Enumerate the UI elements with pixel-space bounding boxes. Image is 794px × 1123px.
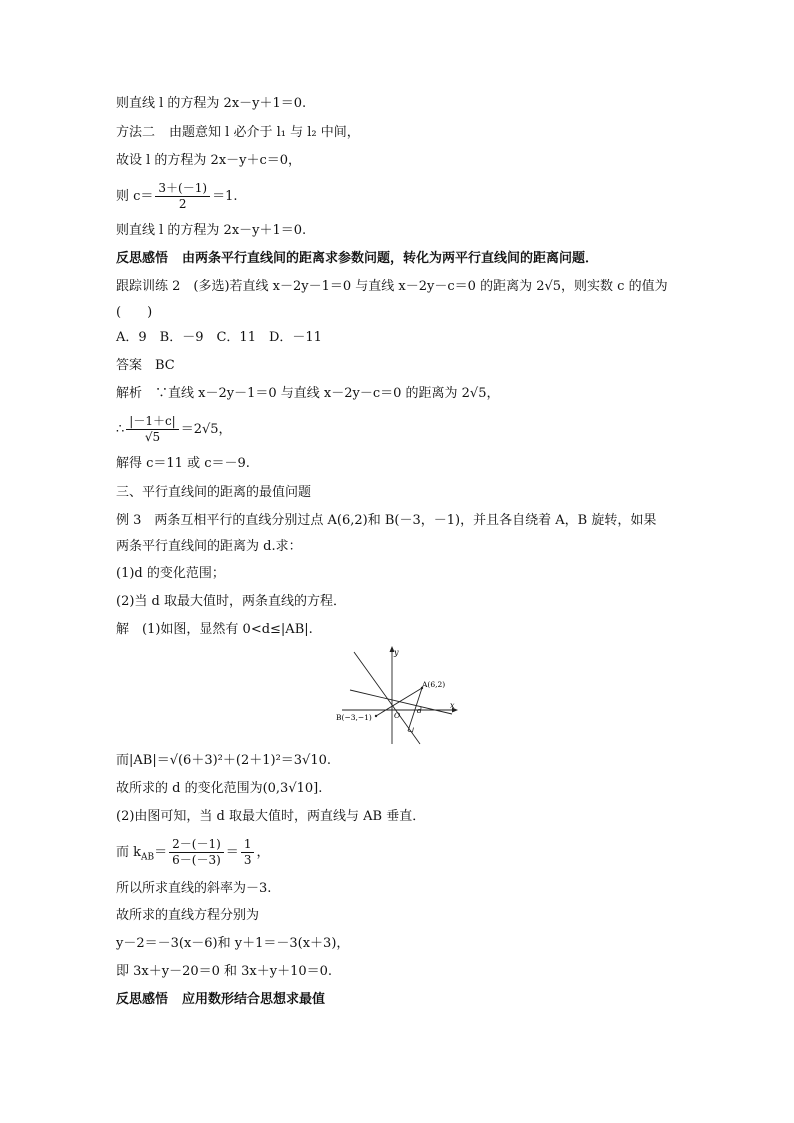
line-1: 则直线 l 的方程为 2x－y＋1＝0.: [116, 96, 307, 111]
fraction-denominator: 3: [243, 853, 252, 867]
point-b: [375, 715, 377, 717]
exercise-2-question: 跟踪训练 2 (多选)若直线 x－2y－1＝0 与直线 x－2y－c＝0 的距离为 2√5，则实数 c 的值为: [116, 279, 668, 294]
fraction-numerator: |－1＋c|: [126, 414, 178, 430]
equations-general: 即 3x＋y－20＝0 和 3x＋y＋10＝0.: [116, 964, 333, 979]
fraction-result: [241, 837, 255, 868]
fraction-slope: [169, 837, 224, 868]
slope-eq-2: ＝: [225, 845, 239, 860]
d-range: 故所求的 d 的变化范围为(0,3√10].: [116, 781, 323, 796]
reflection-label: 反思感悟: [116, 251, 169, 266]
label-a: A(6,2): [422, 680, 446, 689]
line-5: 则直线 l 的方程为 2x－y＋1＝0.: [116, 223, 307, 238]
fraction-denominator: 2: [178, 197, 187, 211]
equations-point-slope: y－2＝－3(x－6)和 y＋1＝－3(x＋3)，: [116, 936, 350, 951]
slope-post: ，: [256, 845, 270, 860]
equations-intro: 故所求的直线方程分别为: [116, 908, 260, 923]
fraction-numerator: 3＋(－1): [155, 181, 210, 197]
frac-post: ＝2√5，: [180, 422, 232, 437]
reflection-1: [116, 250, 598, 268]
ab-length: 而|AB|＝√(6＋3)²＋(2＋1)²＝3√10.: [116, 753, 332, 768]
reflection-text: 应用数形结合思想求最值: [182, 992, 326, 1007]
reflection-2: [116, 991, 325, 1009]
line-4-fraction: [116, 181, 237, 212]
figure-parallel-lines: [336, 644, 460, 748]
method-label: 方法二: [116, 125, 156, 140]
part-2-start: (2)由图可知，当 d 取最大值时，两直线与 AB 垂直．: [116, 809, 426, 824]
label-b: B(−3,−1): [336, 713, 372, 722]
example-3-part-1: (1)d 的变化范围；: [116, 566, 225, 581]
solution-c: 解得 c＝11 或 c＝－9.: [116, 456, 250, 471]
example-3-line-2: 两条平行直线间的距离为 d.求：: [116, 539, 302, 554]
fraction-distance: [126, 414, 178, 445]
solution-start: 解 (1)如图，显然有 0<d≤|AB|.: [116, 622, 313, 637]
analysis-line: 解析 ∵直线 x－2y－1＝0 与直线 x－2y－c＝0 的距离为 2√5，: [116, 386, 500, 401]
therefore-symbol: ∴: [116, 422, 125, 437]
slope-pre: 而 k: [116, 845, 142, 860]
method-text: 由题意知 l 必介于 l₁ 与 l₂ 中间，: [169, 125, 360, 140]
label-d: d: [417, 706, 422, 715]
slope-subscript: AB: [141, 852, 155, 863]
fraction-numerator: 1: [241, 837, 255, 853]
slope-ab-line: [116, 837, 269, 868]
line-2: [116, 124, 360, 142]
slope-eq: ＝: [154, 845, 168, 860]
fraction-c: [155, 181, 210, 212]
example-3-line-1: 例 3 两条互相平行的直线分别过点 A(6,2)和 B(－3，－1)，并且各自绕着 A，B 旋转，如果: [116, 513, 657, 528]
label-o: O: [394, 711, 401, 720]
fraction-denominator: √5: [144, 430, 161, 444]
answer-bracket: ( ): [116, 305, 153, 320]
line-3: 故设 l 的方程为 2x－y＋c＝0，: [116, 153, 302, 168]
reflection-label: 反思感悟: [116, 992, 169, 1007]
distance-fraction-line: [116, 414, 232, 445]
reflection-text: 由两条平行直线间的距离求参数问题，转化为两平行直线间的距离问题．: [182, 251, 599, 266]
label-x: x: [450, 701, 455, 710]
frac-pre: 则 c＝: [116, 189, 154, 204]
answer-line: 答案 BC: [116, 358, 175, 373]
frac-post: ＝1.: [212, 189, 238, 204]
section-3-heading: 三、平行直线间的距离的最值问题: [116, 485, 312, 500]
fraction-numerator: 2－(－1): [169, 837, 224, 853]
label-y: y: [394, 648, 399, 657]
exercise-options: A．9 B．－9 C．11 D．－11: [116, 330, 322, 345]
line-through-b: [354, 652, 420, 744]
fraction-denominator: 6－(－3): [172, 853, 221, 867]
example-3-part-2: (2)当 d 取最大值时，两条直线的方程．: [116, 594, 347, 609]
slope-result: 所以所求直线的斜率为－3.: [116, 881, 272, 896]
